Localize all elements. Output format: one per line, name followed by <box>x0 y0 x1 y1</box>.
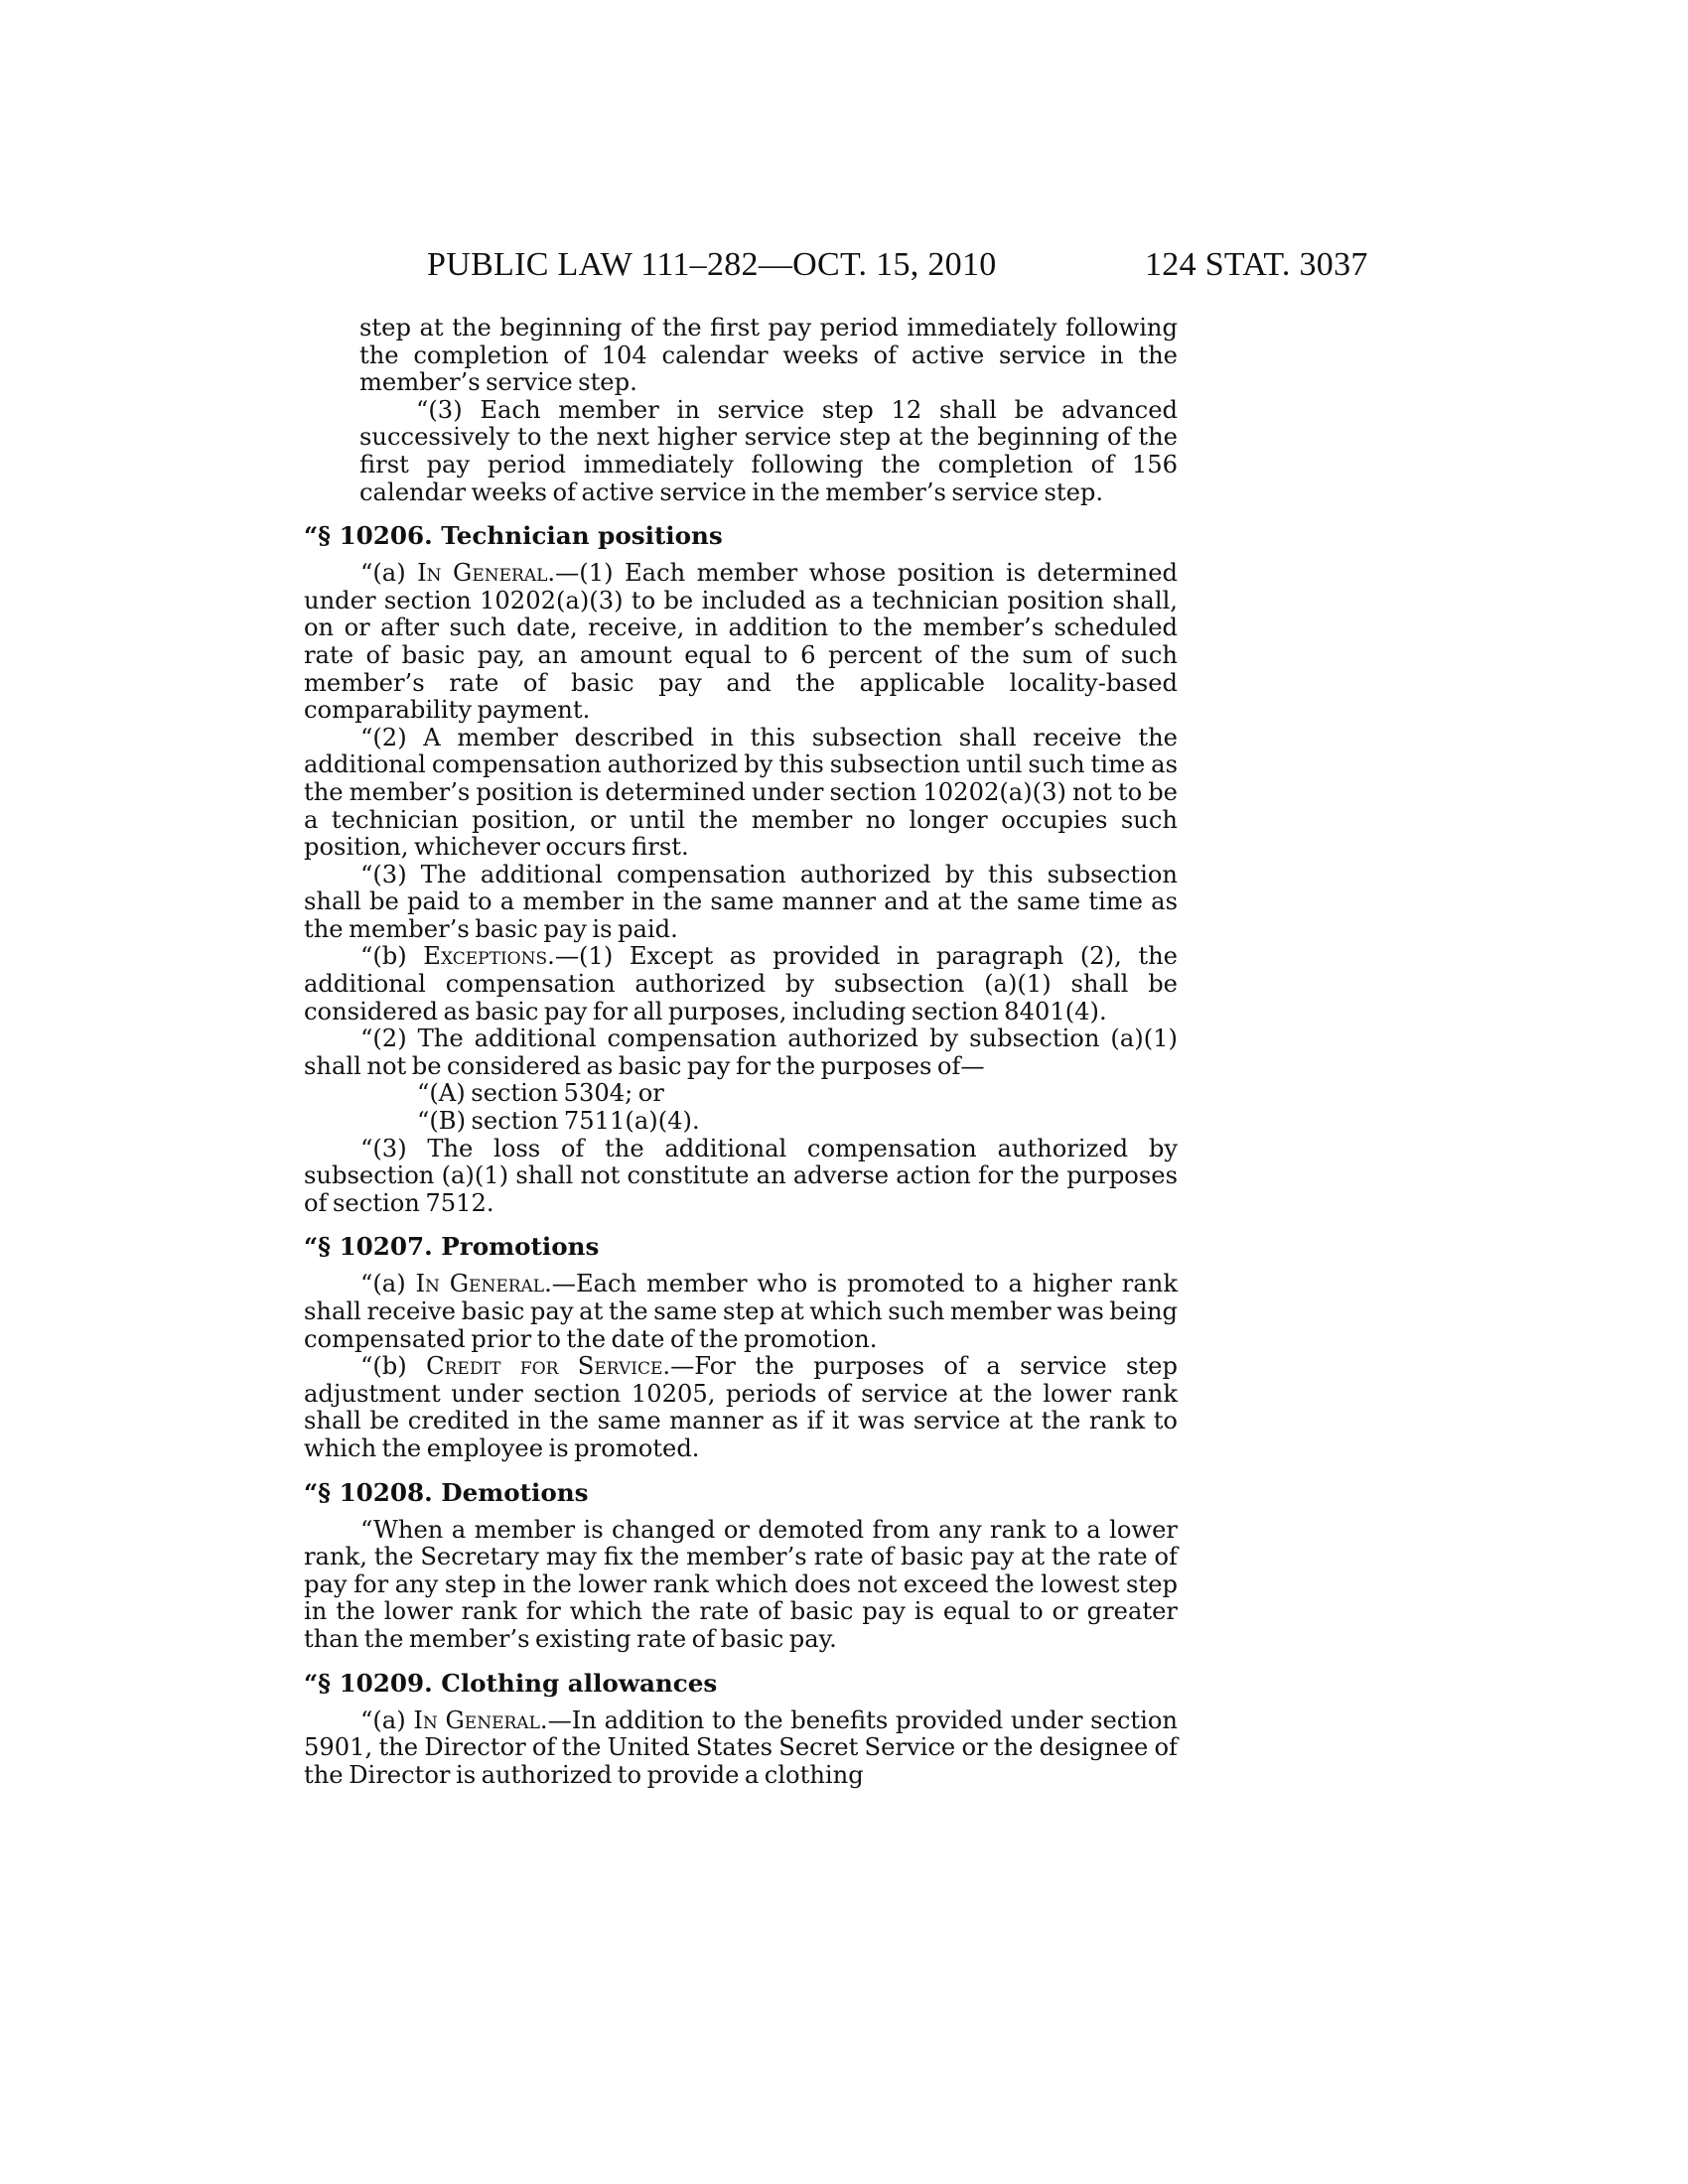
sec10209-a-text: .—In addition to the benefits provided under section 5901, the Director of the United States Secret Service or the designee of the Director is authorized to provide a clothing <box>304 1706 1178 1789</box>
sec10206-b1-prefix: “(b) <box>360 942 424 971</box>
sec10209-a-caption: In General <box>413 1706 540 1734</box>
running-head: PUBLIC LAW 111–282—OCT. 15, 2010 <box>427 246 997 283</box>
section-heading-10209: “§ 10209. Clothing allowances <box>304 1668 718 1698</box>
sec10206-b3: “(3) The loss of the additional compensation authorized by subsection (a)(1) shall not constitute an adverse action for the purposes of section 7512. <box>304 1134 1178 1217</box>
sec10206-b1-text: .—(1) Except as provided in paragraph (2), the additional compensation authorized by subsection (a)(1) shall be considered as basic pay for all purposes, including section 8401(4). <box>304 942 1178 1025</box>
body-text <box>304 315 1178 1789</box>
sec10206-b1-caption: Exceptions <box>423 942 548 971</box>
sec10206-b2-A: “(A) section 5304; or <box>417 1079 664 1108</box>
stat-citation: 124 STAT. 3037 <box>1145 246 1368 283</box>
sec10208-text: “When a member is changed or demoted from any rank to a lower rank, the Secretary may fix the member’s rate of basic pay at the rate of pay for any step in the lower rank which does not exceed the lowest step in the lower rank for which the rate of basic pay is equal to or greater than the member’s existing rate of basic pay. <box>304 1515 1178 1653</box>
sec10207-b-caption: Credit for Service <box>426 1352 663 1381</box>
section-heading-10207: “§ 10207. Promotions <box>304 1232 600 1262</box>
sec10207-b <box>304 1353 1178 1462</box>
page-header <box>0 246 1688 286</box>
sec10206-a1 <box>304 560 1178 725</box>
sec10206-a1-caption: In General <box>417 559 548 588</box>
sec10207-a-caption: In General <box>415 1270 545 1298</box>
sec10206-a1-prefix: “(a) <box>360 559 418 588</box>
sec10209-a-prefix: “(a) <box>360 1706 414 1734</box>
sec10207-b-prefix: “(b) <box>360 1352 427 1381</box>
sec10206-b1 <box>304 943 1178 1025</box>
sec10207-a <box>304 1271 1178 1353</box>
sec10207-b-text: .—For the purposes of a service step adjustment under section 10205, periods of service at the lower rank shall be credited in the same manner as if it was service at the rank to which the employee is promoted. <box>304 1352 1178 1462</box>
sec10206-b2-B: “(B) section 7511(a)(4). <box>417 1107 700 1136</box>
sec10206-a1-text: .—(1) Each member whose position is determined under section 10202(a)(3) to be included as a technician position shall, on or after such date, receive, in addition to the member’s scheduled rate of basic pay, an amount equal to 6 percent of the sum of such member’s rate of basic pay and the applicable locality-based comparability payment. <box>304 559 1178 725</box>
sec10209-a <box>304 1707 1178 1790</box>
sec10207-a-prefix: “(a) <box>360 1270 416 1298</box>
sec10206-a2: “(2) A member described in this subsection shall receive the additional compensation authorized by this subsection until such time as the member’s position is determined under section 10202(a)(3) not to be a technician position, or until the member no longer occupies such position, whichever occurs first. <box>304 723 1178 862</box>
section-heading-10206: “§ 10206. Technician positions <box>304 521 723 551</box>
sec10207-a-text: .—Each member who is promoted to a higher rank shall receive basic pay at the same step at which such member was being compensated prior to the date of the promotion. <box>304 1270 1178 1353</box>
sec10206-a3: “(3) The additional compensation authorized by this subsection shall be paid to a member in the same manner and at the same time as the member’s basic pay is paid. <box>304 860 1178 943</box>
sec10205-continuation: step at the beginning of the first pay period immediately following the completion of 104 calendar weeks of active service in the member’s service step. <box>359 314 1178 397</box>
sec10206-b2: “(2) The additional compensation authorized by subsection (a)(1) shall not be considered as basic pay for the purposes of— <box>304 1024 1178 1080</box>
section-heading-10208: “§ 10208. Demotions <box>304 1477 589 1507</box>
sec10205-paragraph-3: “(3) Each member in service step 12 shall be advanced successively to the next higher service step at the beginning of the first pay period immediately following the completion of 156 calendar weeks of active service in the member’s service step. <box>359 395 1178 506</box>
